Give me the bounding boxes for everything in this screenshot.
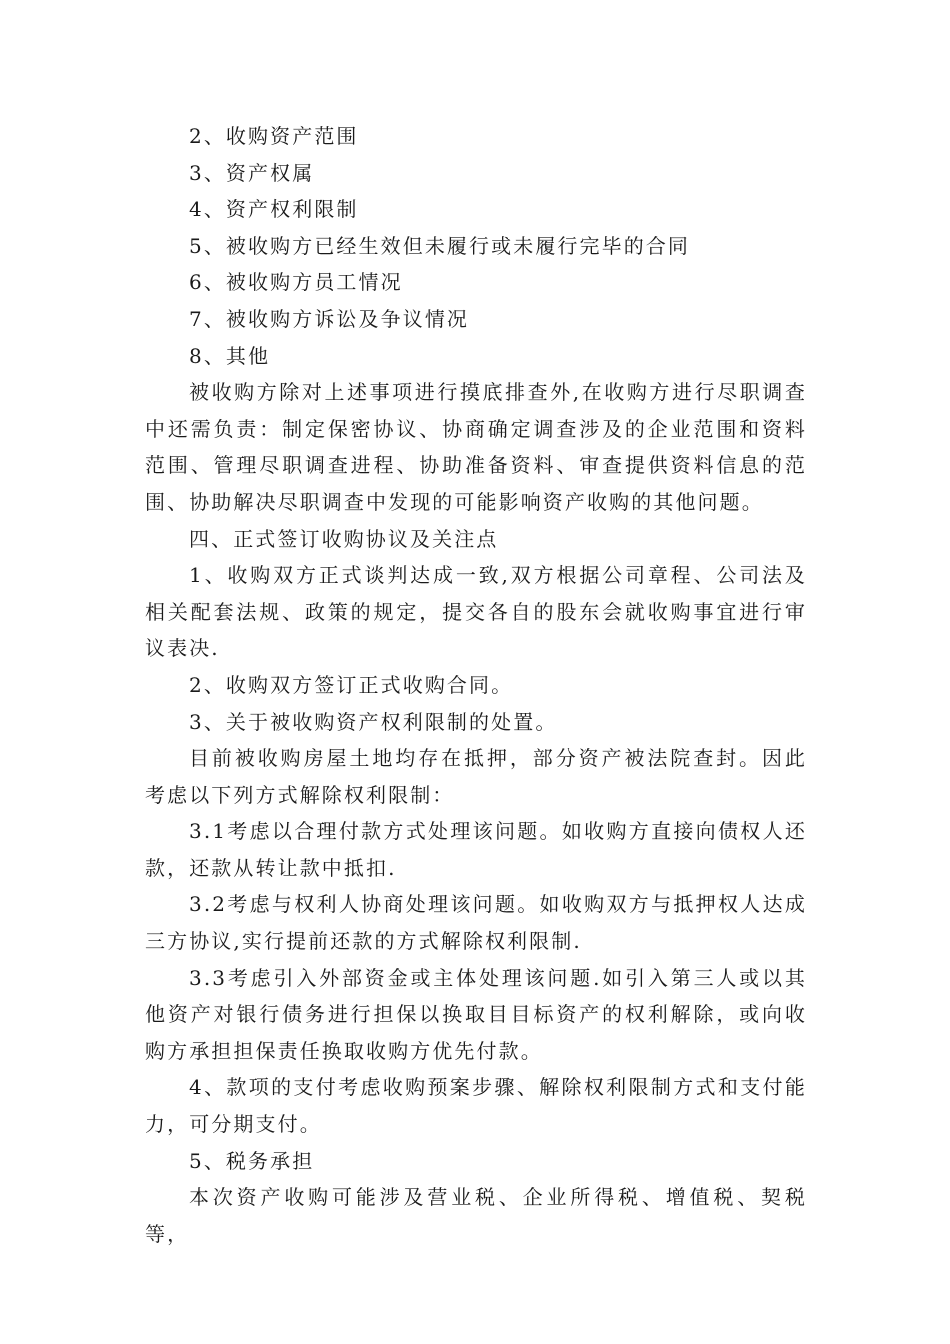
paragraph: 3、关于被收购资产权利限制的处置。	[189, 709, 558, 734]
paragraph: 被收购方除对上述事项进行摸底排查外,在收购方进行尽职调查中还需负责：制定保密协议、协商确定调查涉及的企业范围和资料范围、管理尽职调查进程、协助准备资料、审查提供资料信息的范围、协助解决尽职调查中发现的可能影响资产收购的其他问题。	[145, 380, 807, 514]
paragraph: 3.3考虑引入外部资金或主体处理该问题.如引入第三人或以其他资产对银行债务进行担保以换取目目标资产的权利解除，或向收购方承担担保责任换取收购方优先付款。	[145, 965, 807, 1063]
paragraph: 3.2考虑与权利人协商处理该问题。如收购双方与抵押权人达成三方协议,实行提前还款的方式解除权利限制.	[145, 892, 807, 954]
paragraph: 7、被收购方诉讼及争议情况	[189, 306, 470, 331]
paragraph: 目前被收购房屋土地均存在抵押，部分资产被法院查封。因此考虑以下列方式解除权利限制：	[145, 746, 807, 807]
paragraph: 2、收购资产范围	[189, 124, 359, 148]
section-heading: 四、正式签订收购协议及关注点	[189, 526, 499, 551]
paragraph: 1、收购双方正式谈判达成一致,双方根据公司章程、公司法及相关配套法规、政策的规定，提交各自的股东会就收购事宜进行审议表决.	[145, 563, 807, 661]
paragraph: 3、资产权属	[189, 160, 315, 185]
paragraph: 本次资产收购可能涉及营业税、企业所得税、增值税、契税等，	[145, 1185, 807, 1246]
paragraph: 4、资产权利限制	[189, 197, 359, 222]
paragraph: 8、其他	[189, 343, 271, 368]
paragraph: 4、款项的支付考虑收购预案步骤、解除权利限制方式和支付能力，可分期支付。	[145, 1075, 807, 1137]
paragraph: 5、被收购方已经生效但未履行或未履行完毕的合同	[189, 233, 691, 258]
paragraph: 3.1考虑以合理付款方式处理该问题。如收购方直接向债权人还款，还款从转让款中抵扣.	[145, 819, 807, 880]
paragraph: 6、被收购方员工情况	[189, 270, 403, 295]
document-body	[145, 118, 807, 1252]
paragraph: 5、税务承担	[189, 1148, 315, 1173]
paragraph: 2、收购双方签订正式收购合同。	[189, 672, 514, 697]
